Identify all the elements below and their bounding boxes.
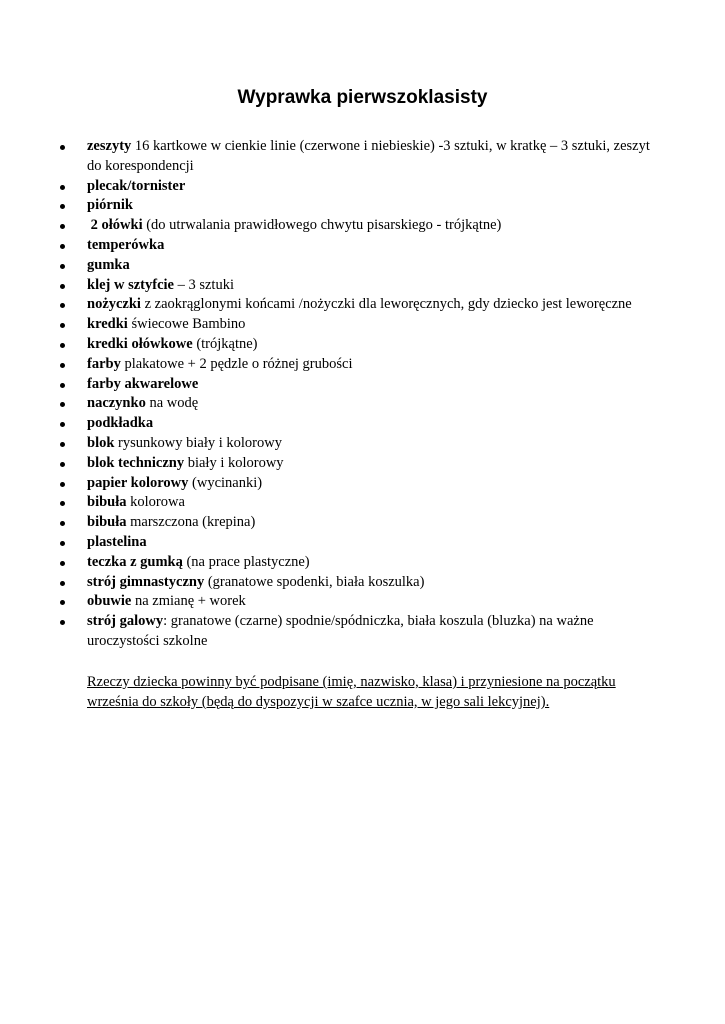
item-details: (na prace plastyczne) [182, 553, 310, 570]
list-item [60, 216, 660, 236]
bullet-icon [60, 145, 65, 150]
list-item [60, 236, 660, 256]
bullet-icon [60, 264, 65, 269]
list-item [60, 196, 660, 216]
bullet-icon [60, 343, 65, 348]
list-item [60, 315, 660, 335]
item-name: farby akwarelowe [87, 375, 199, 392]
list-item [60, 177, 660, 197]
bullet-icon [60, 323, 65, 328]
list-item [60, 276, 660, 296]
item-name: klej w sztyfcie [87, 276, 174, 293]
item-details: (trójkątne) [192, 335, 258, 352]
item-details: świecowe Bambino [127, 316, 246, 333]
list-item [60, 553, 660, 573]
bullet-icon [60, 442, 65, 447]
item-name: strój gimnastyczny [87, 573, 205, 590]
item-details: (do utrwalania prawidłowego chwytu pisarskiego - trójkątne) [142, 217, 502, 234]
document-title: Wyprawka pierwszoklasisty [237, 87, 488, 108]
item-name: temperówka [87, 236, 165, 253]
item-name: 2 ołówki [87, 217, 143, 234]
item-name: kredki [87, 316, 128, 333]
item-details: marszczona (krepina) [126, 514, 256, 531]
item-name: teczka z gumką [87, 553, 183, 570]
list-item [60, 493, 660, 513]
bullet-icon [60, 462, 65, 467]
list-item [60, 414, 660, 434]
item-name: podkładka [87, 415, 154, 432]
list-item [60, 256, 660, 276]
list-item [60, 434, 660, 454]
bullet-icon [60, 303, 65, 308]
bullet-icon [60, 620, 65, 625]
item-name: bibuła [87, 514, 127, 531]
list-item [60, 474, 660, 494]
bullet-icon [60, 501, 65, 506]
list-item [60, 375, 660, 395]
list-item [60, 355, 660, 375]
list-item [60, 335, 660, 355]
item-name: plastelina [87, 533, 147, 550]
bullet-icon [60, 402, 65, 407]
item-name: gumka [87, 256, 130, 273]
bullet-icon [60, 363, 65, 368]
bullet-icon [60, 482, 65, 487]
bullet-icon [60, 224, 65, 229]
bullet-icon [60, 204, 65, 209]
list-item [60, 295, 660, 315]
item-details: 16 kartkowe w cienkie linie (czerwone i niebieskie) -3 sztuki, w kratkę – 3 sztuki, zeszyt do korespondencji [87, 138, 650, 174]
labeling-note: Rzeczy dziecka powinny być podpisane (imię, nazwisko, klasa) i przyniesione na początku września do szkoły (będą do dyspozycji w szafce ucznia, w jego sali lekcyjnej). [87, 674, 616, 710]
list-item [60, 454, 660, 474]
item-details: : granatowe (czarne) spodnie/spódniczka, biała koszula (bluzka) na ważne uroczystości szkolne [87, 613, 594, 649]
bullet-icon [60, 284, 65, 289]
bullet-icon [60, 383, 65, 388]
item-name: strój galowy [87, 613, 164, 630]
item-name: kredki ołówkowe [87, 335, 193, 352]
item-name: farby [87, 355, 121, 372]
item-name: zeszyty [87, 138, 132, 154]
item-name: papier kolorowy [87, 474, 189, 491]
item-details: (wycinanki) [188, 474, 263, 491]
bullet-icon [60, 561, 65, 566]
item-details: kolorowa [126, 494, 185, 511]
bullet-icon [60, 521, 65, 526]
bullet-icon [60, 185, 65, 190]
bullet-icon [60, 541, 65, 546]
list-item [60, 513, 660, 533]
bullet-icon [60, 600, 65, 605]
item-name: blok techniczny [87, 454, 185, 471]
item-name: nożyczki [87, 296, 141, 313]
bullet-icon [60, 422, 65, 427]
list-item [60, 533, 660, 553]
bullet-icon [60, 581, 65, 586]
item-name: naczynko [87, 395, 146, 412]
item-details: rysunkowy biały i kolorowy [114, 434, 282, 451]
list-item [60, 573, 660, 593]
bullet-icon [60, 244, 65, 249]
item-details: biały i kolorowy [184, 454, 284, 471]
item-name: blok [87, 434, 115, 451]
item-details: na zmianę + worek [131, 593, 246, 610]
item-name: bibuła [87, 494, 127, 511]
item-name: plecak/tornister [87, 177, 186, 194]
list-item [60, 137, 660, 177]
item-name: obuwie [87, 593, 132, 610]
list-item [60, 592, 660, 612]
item-details: – 3 sztuki [173, 276, 234, 293]
item-name: piórnik [87, 197, 133, 214]
item-details: na wodę [145, 395, 199, 412]
list-item [60, 612, 660, 652]
list-item [60, 394, 660, 414]
item-details: plakatowe + 2 pędzle o różnej grubości [120, 355, 353, 372]
item-details: z zaokrąglonymi końcami /nożyczki dla leworęcznych, gdy dziecko jest leworęczne [140, 296, 632, 313]
supply-list [60, 137, 660, 652]
item-details: (granatowe spodenki, biała koszulka) [204, 573, 425, 590]
